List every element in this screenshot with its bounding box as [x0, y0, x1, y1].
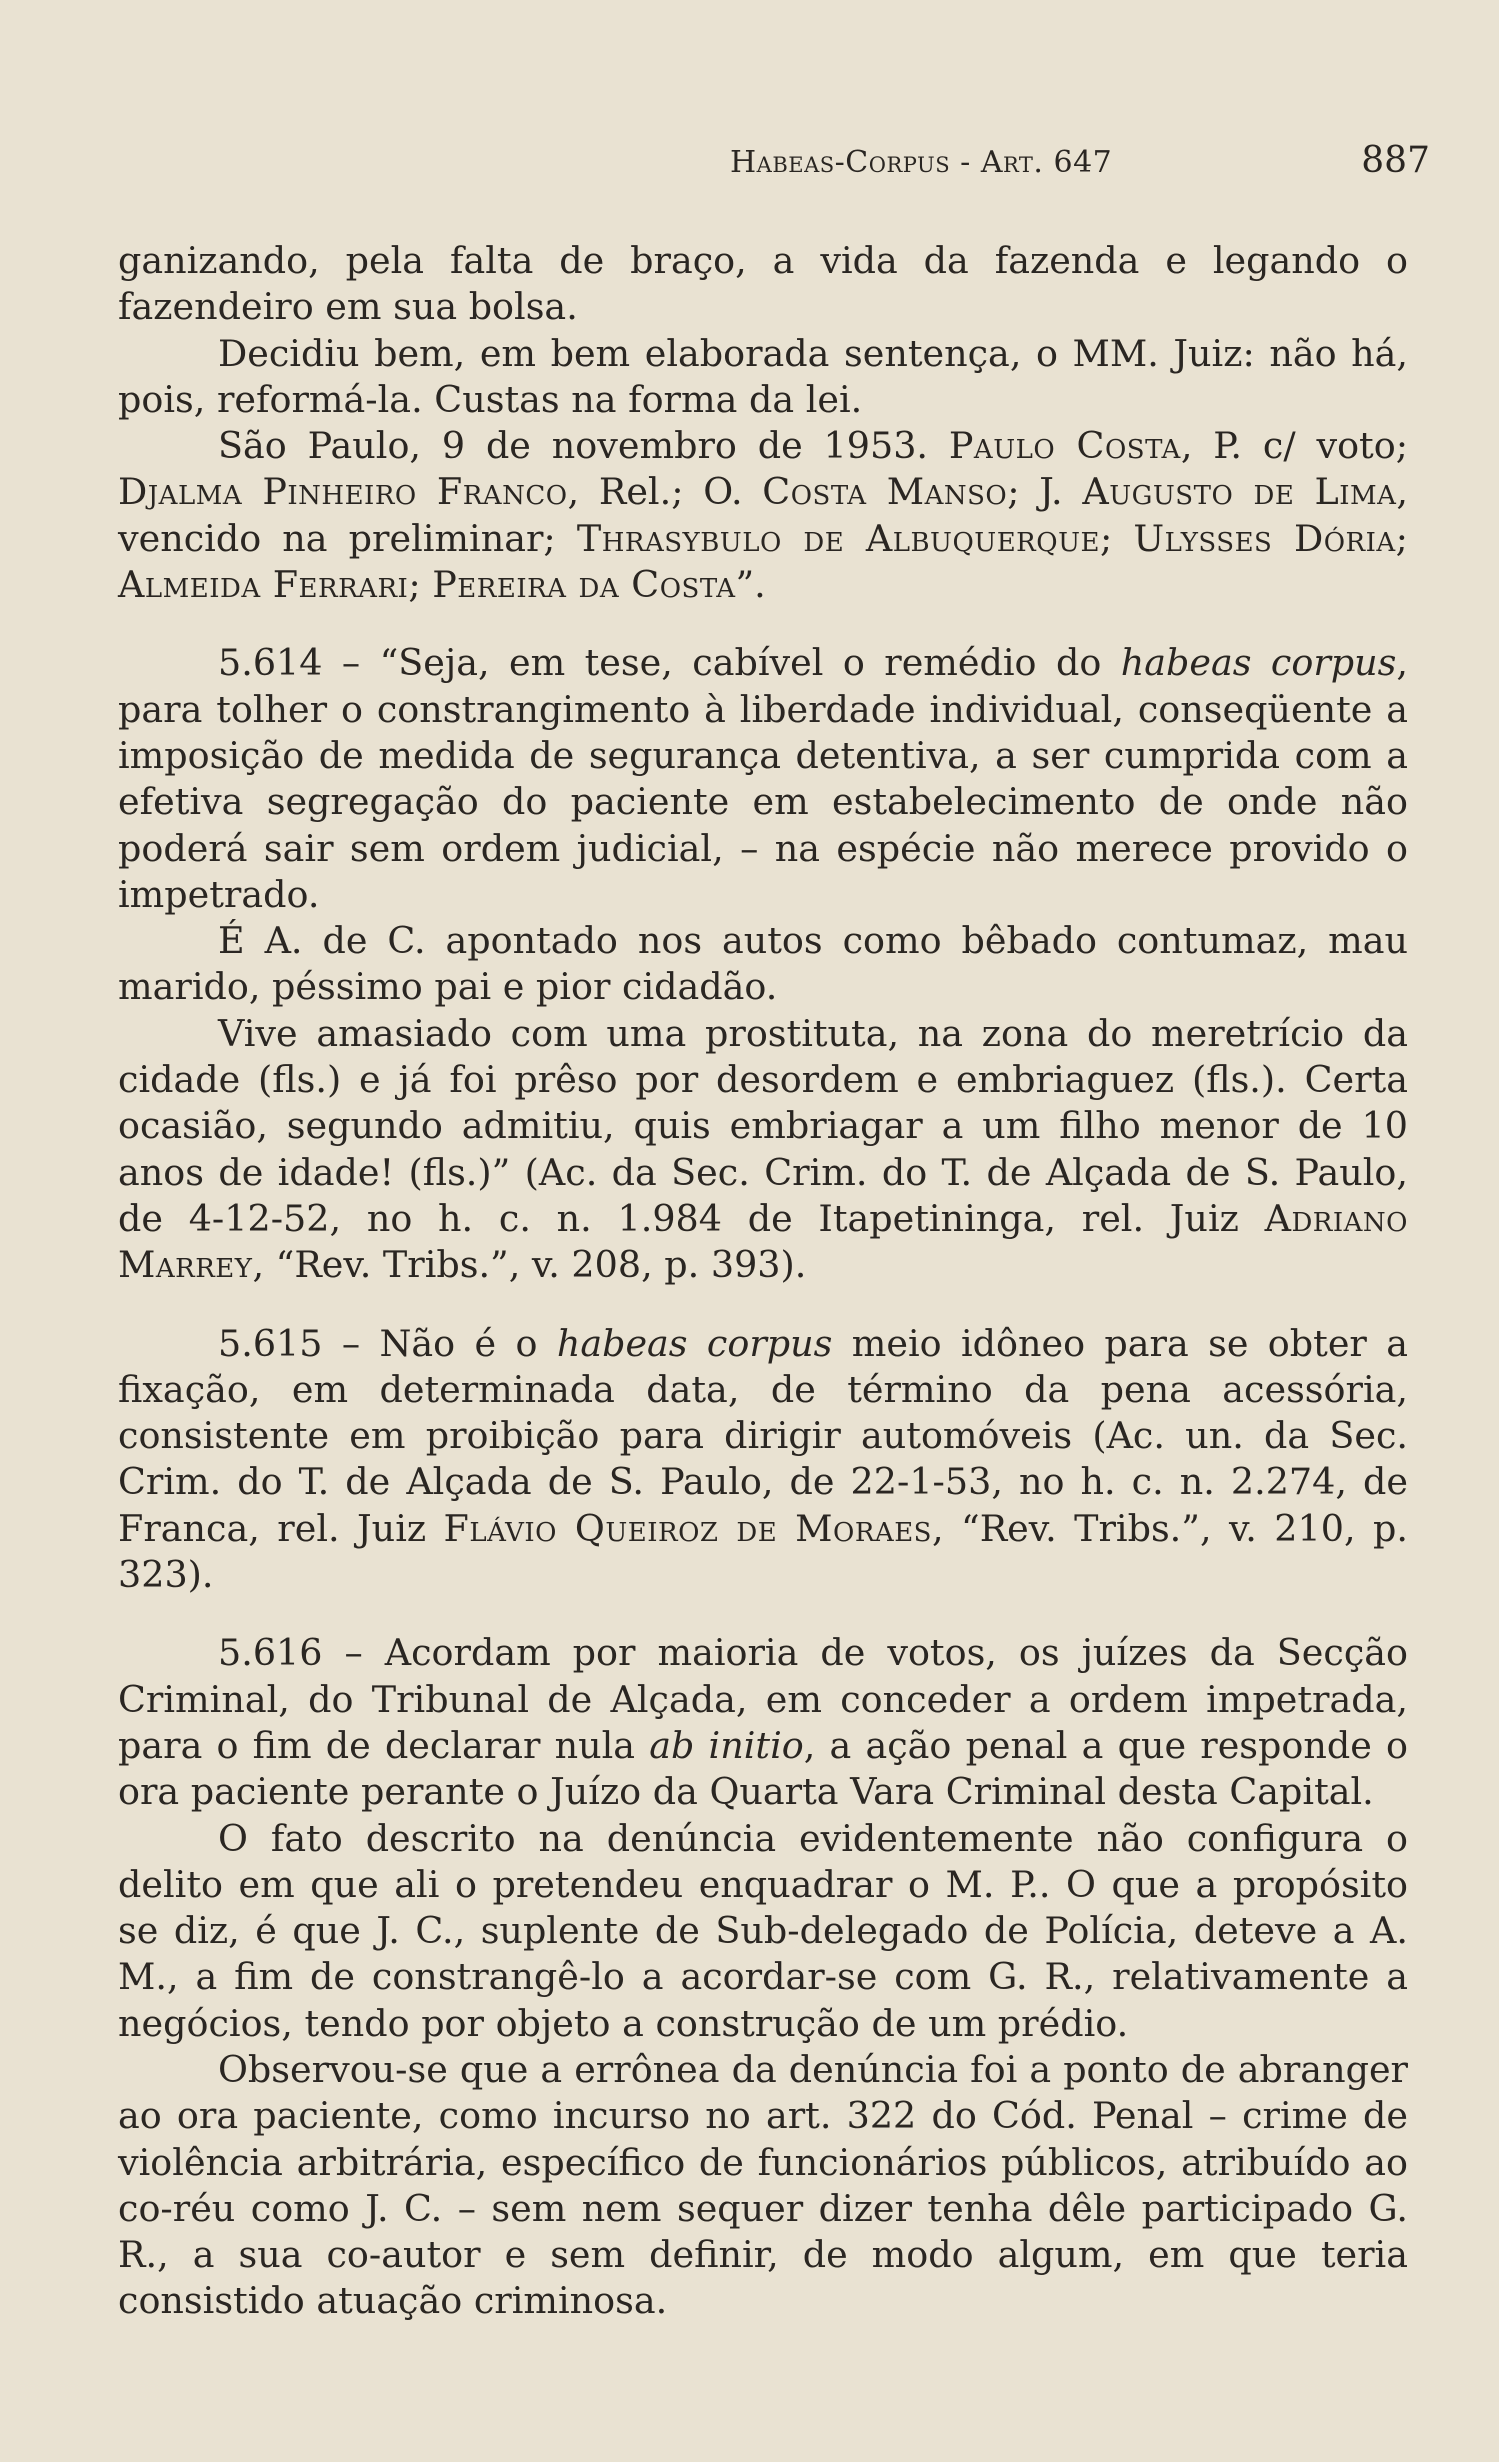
- page-body: [118, 238, 1408, 2325]
- judge-name: Adriano Marrey: [118, 1196, 1408, 1287]
- italic-term: habeas corpus: [556, 1321, 833, 1365]
- judge-name: Paulo Costa: [948, 424, 1181, 468]
- page-header: [730, 140, 1430, 200]
- paragraph-5615: 5.615 – Não é o habeas corpus meio idôneo para se obter a fixação, em determinada data, de término da pena acessória, consistente em proibição para dirigir automóveis (Ac. un. da Sec. Crim. do T. de Alçada de S. Paulo, de 22-1-53, no h. c. n. 2.274, de Franca, rel. Juiz Flávio Queiroz de Moraes, “Rev. Tribs.”, v. 210, p. 323).: [118, 1321, 1408, 1597]
- judge-name: Pereira da Costa: [432, 563, 736, 607]
- judge-name: Augusto de Lima: [1082, 470, 1397, 514]
- paragraph-5614: 5.614 – “Seja, em tese, cabível o remédio do habeas corpus, para tolher o constrangimento à liberdade individual, conseqüente a imposição de medida de segurança detentiva, a ser cumprida com a efetiva segregação do paciente em estabelecimento de onde não poderá sair sem ordem judicial, – na espécie não merece provido o impetrado.: [118, 641, 1408, 916]
- paragraph-5616-facts: O fato descrito na denúncia evidentemente não configura o delito em que ali o pretendeu enquadrar o M. P.. O que a propósito se diz, é que J. C., suplente de Sub-delegado de Polícia, deteve a A. M., a fim de constrangê-lo a acordar-se com G. R., relativamente a negócios, tendo por objeto a construção de um prédio.: [118, 1816, 1408, 2045]
- paragraph-continuation: ganizando, pela falta de braço, a vida da fazenda e legando o fazendeiro em sua bolsa.: [118, 239, 1408, 329]
- paragraph-5616-observation: Observou-se que a errônea da denúncia foi a ponto de abranger ao ora paciente, como incurso no art. 322 do Cód. Penal – crime de violência arbitrária, específico de funcionários públicos, atribuído ao co-réu como J. C. – sem nem sequer dizer tenha dêle participado G. R., a sua co-autor e sem definir, de modo algum, em que teria consistido atuação criminosa.: [118, 2047, 1408, 2323]
- judge-name: Flávio Queiroz de Moraes: [443, 1506, 932, 1550]
- paragraph-signatures: São Paulo, 9 de novembro de 1953. Paulo Costa, P. c/ voto; Djalma Pinheiro Franco, Rel.; O. Costa Manso; J. Augusto de Lima, vencido na preliminar; Thrasybulo de Albuquerque; Ulysses Dória; Almeida Ferrari; Pereira da Costa”.: [118, 424, 1409, 607]
- judge-name: Costa Manso: [762, 470, 1008, 514]
- italic-term: habeas corpus: [1120, 641, 1397, 685]
- paragraph-5614-citation: Vive amasiado com uma prostituta, na zona do meretrício da cidade (fls.) e já foi prêso por desordem e embriaguez (fls.). Certa ocasião, segundo admitiu, quis embriagar a um filho menor de 10 anos de idade! (fls.)” (Ac. da Sec. Crim. do T. de Alçada de S. Paulo, de 4-12-52, no h. c. n. 1.984 de Itapetininga, rel. Juiz Adriano Marrey, “Rev. Tribs.”, v. 208, p. 393).: [118, 1011, 1408, 1287]
- judge-name: Ulysses Dória: [1133, 516, 1396, 560]
- judge-name: Almeida Ferrari: [118, 563, 409, 607]
- judge-name: Thrasybulo de Albuquerque: [576, 516, 1100, 560]
- running-title: Habeas-Corpus - Art. 647: [730, 145, 1113, 180]
- paragraph-5614-facts: É A. de C. apontado nos autos como bêbado contumaz, mau marido, péssimo pai e pior cidadão.: [118, 919, 1408, 1009]
- page-number: 887: [1361, 140, 1430, 181]
- judge-name: Djalma Pinheiro Franco: [118, 470, 568, 514]
- italic-term: ab initio: [649, 1723, 804, 1767]
- paragraph-decision: Decidiu bem, em bem elaborada sentença, o MM. Juiz: não há, pois, reformá-la. Custas na forma da lei.: [118, 331, 1408, 421]
- paragraph-5616: 5.616 – Acordam por maioria de votos, os juízes da Secção Criminal, do Tribunal de Alçada, em conceder a ordem impetrada, para o fim de declarar nula ab initio, a ação penal a que responde o ora paciente perante o Juízo da Quarta Vara Criminal desta Capital.: [118, 1631, 1408, 1814]
